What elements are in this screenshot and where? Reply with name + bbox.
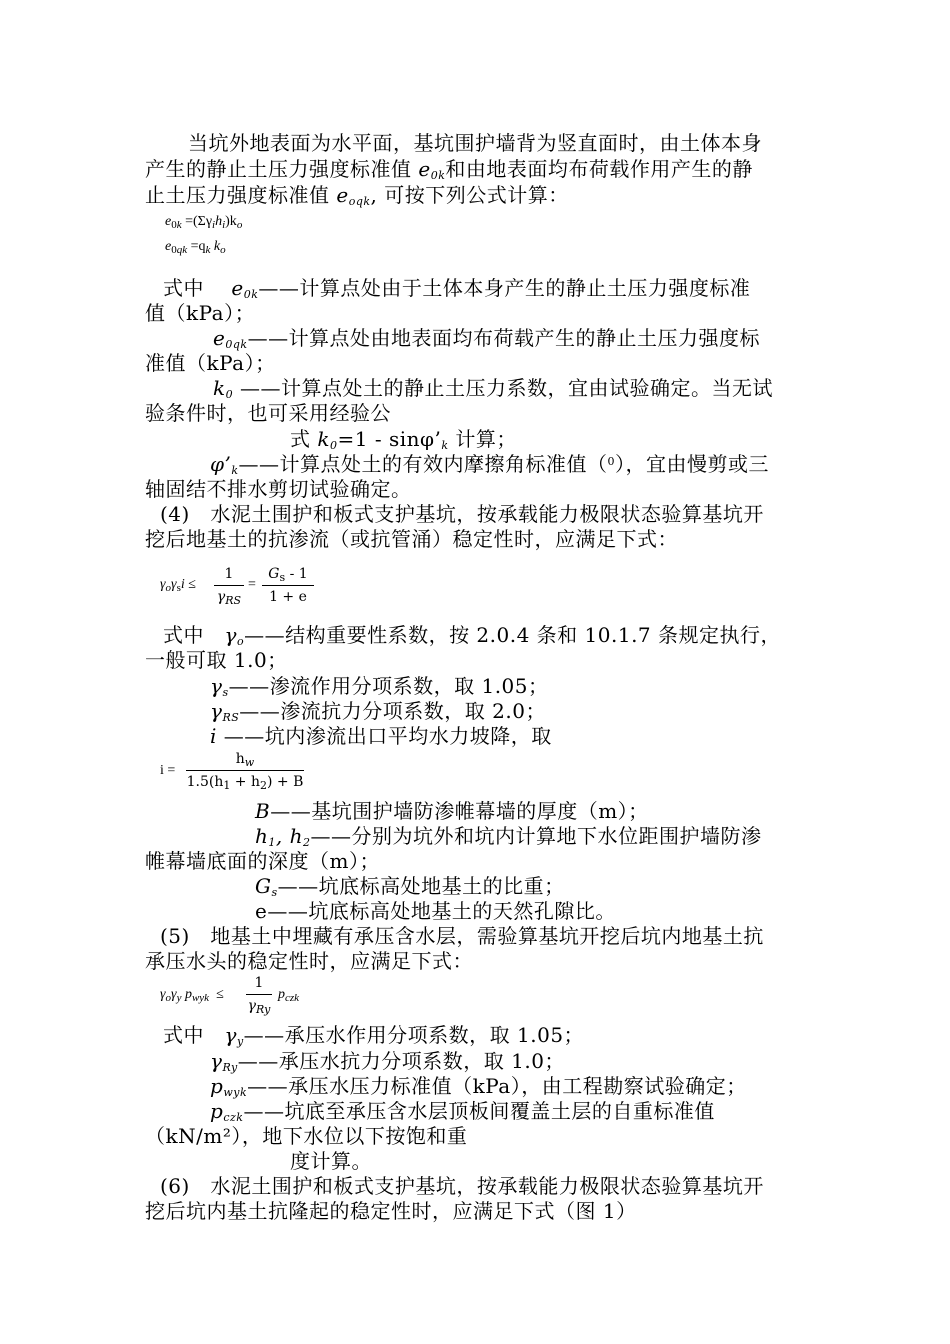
- text-line: 度计算。: [290, 1149, 372, 1173]
- text-line: $G_s——$坑底标高处地基土的比重；: [255, 874, 565, 899]
- text-line: 式中 $\gamma_o——$结构重要性系数，按 2.0.4 条和 10.1.7 条规定执行，: [163, 623, 782, 648]
- text-line: $p_{wyk}——$承压水压力标准值（kPa），由工程勘察试验确定；: [210, 1074, 747, 1099]
- text-line: 一般可取 1.0；: [145, 648, 288, 672]
- text-line: i ——坑内渗流出口平均水力坡降，取: [210, 724, 552, 748]
- text-line: e——坑底标高处地基土的天然孔隙比。: [255, 899, 616, 923]
- text-line: $\gamma_{Ry}——$承压水抗力分项系数，取 1.0；: [210, 1049, 565, 1074]
- text-line: 轴固结不排水剪切试验确定。: [145, 477, 412, 501]
- text-line: 式中 $\gamma_y——$承压水作用分项系数，取 1.05；: [163, 1023, 585, 1048]
- formula-confined-lhs: $\gamma_o\gamma_y$ $p_{wyk}$ ≤: [160, 987, 224, 1004]
- text-line: 挖后地基土的抗渗流（或抗管涌）稳定性时，应满足下式：: [145, 527, 678, 551]
- text-line: $k_0$ ——计算点处土的静止土压力系数，宜由试验确定。当无试: [213, 376, 773, 401]
- text-line: 承压水头的稳定性时，应满足下式：: [145, 949, 473, 973]
- text-line: 准值（kPa）；: [145, 351, 276, 375]
- text-line: 验条件时，也可采用经验公: [145, 401, 391, 425]
- text-line: $\gamma_s——$渗流作用分项系数，取 1.05；: [210, 674, 549, 699]
- formula-e0k: $e_{0k} =(\Sigma\gamma_ih_i)k_o$: [165, 214, 243, 231]
- text-line: $e_{0qk}——$计算点处由地表面均布荷载产生的静止土压力强度标: [213, 326, 761, 351]
- text-line: 式 $k_0=1$ - $\sin\varphi’_k$ 计算；: [290, 427, 517, 452]
- text-line: (6) 水泥土围护和板式支护基坑，按承载能力极限状态验算基坑开: [160, 1174, 764, 1198]
- text-line: B——基坑围护墙防渗帷幕墙的厚度（m）；: [255, 799, 649, 823]
- text-line: 挖后坑内基土抗隆起的稳定性时，应满足下式（图 1）: [145, 1199, 637, 1223]
- formula-gradient-lhs: i =: [160, 763, 176, 778]
- text-line: $p_{czk}——$坑底至承压含水层顶板间覆盖土层的自重标准值: [210, 1099, 715, 1124]
- text-line: 止土压力强度标准值 $e_{oqk}$, 可按下列公式计算：: [145, 183, 569, 208]
- formula-seepage-frac1: 1 $\gamma_{RS}$: [214, 565, 244, 606]
- text-line: $\gamma_{RS}——$渗流抗力分项系数，取 2.0；: [210, 699, 546, 724]
- formula-confined-frac: 1 $\gamma_{Ry}$: [247, 975, 271, 1016]
- text-line: 式中 $e_{0k}——$计算点处由于土体本身产生的静止土压力强度标准: [163, 276, 751, 301]
- formula-seepage-eq: =: [248, 577, 256, 592]
- text-line: (5) 地基土中埋藏有承压含水层，需验算基坑开挖后坑内地基土抗: [160, 924, 764, 948]
- text-line: 帷幕墙底面的深度（m）；: [145, 849, 380, 873]
- text-line: 产生的静止土压力强度标准值 $e_{0k}$和由地表面均布荷载作用产生的静: [145, 157, 753, 182]
- text-line: $\varphi’_k——$计算点处土的有效内摩擦角标准值（$^0$），宜由慢剪或三: [210, 452, 770, 477]
- text-line: $h_1$, $h_2——$分别为坑外和坑内计算地下水位距围护墙防渗: [255, 824, 762, 849]
- text-line: 值（kPa）；: [145, 301, 256, 325]
- formula-confined-rhs: $p_{czk}$: [278, 987, 300, 1004]
- text-line: （kN/m²），地下水位以下按饱和重: [145, 1124, 468, 1148]
- formula-seepage-frac2: $G_s - 1$ 1 + e: [262, 565, 314, 606]
- text-line: (4) 水泥土围护和板式支护基坑，按承载能力极限状态验算基坑开: [160, 502, 764, 526]
- formula-e0qk: $e_{0qk} =q_k$ $k_o$: [165, 239, 226, 256]
- formula-seepage-lhs: $\gamma_o\gamma_si$ ≤: [160, 577, 196, 594]
- text-line: 当坑外地表面为水平面，基坑围护墙背为竖直面时，由土体本身: [188, 131, 762, 155]
- formula-gradient-frac: $h_w$ $1.5(h_1 + h_2) + B$: [186, 751, 304, 792]
